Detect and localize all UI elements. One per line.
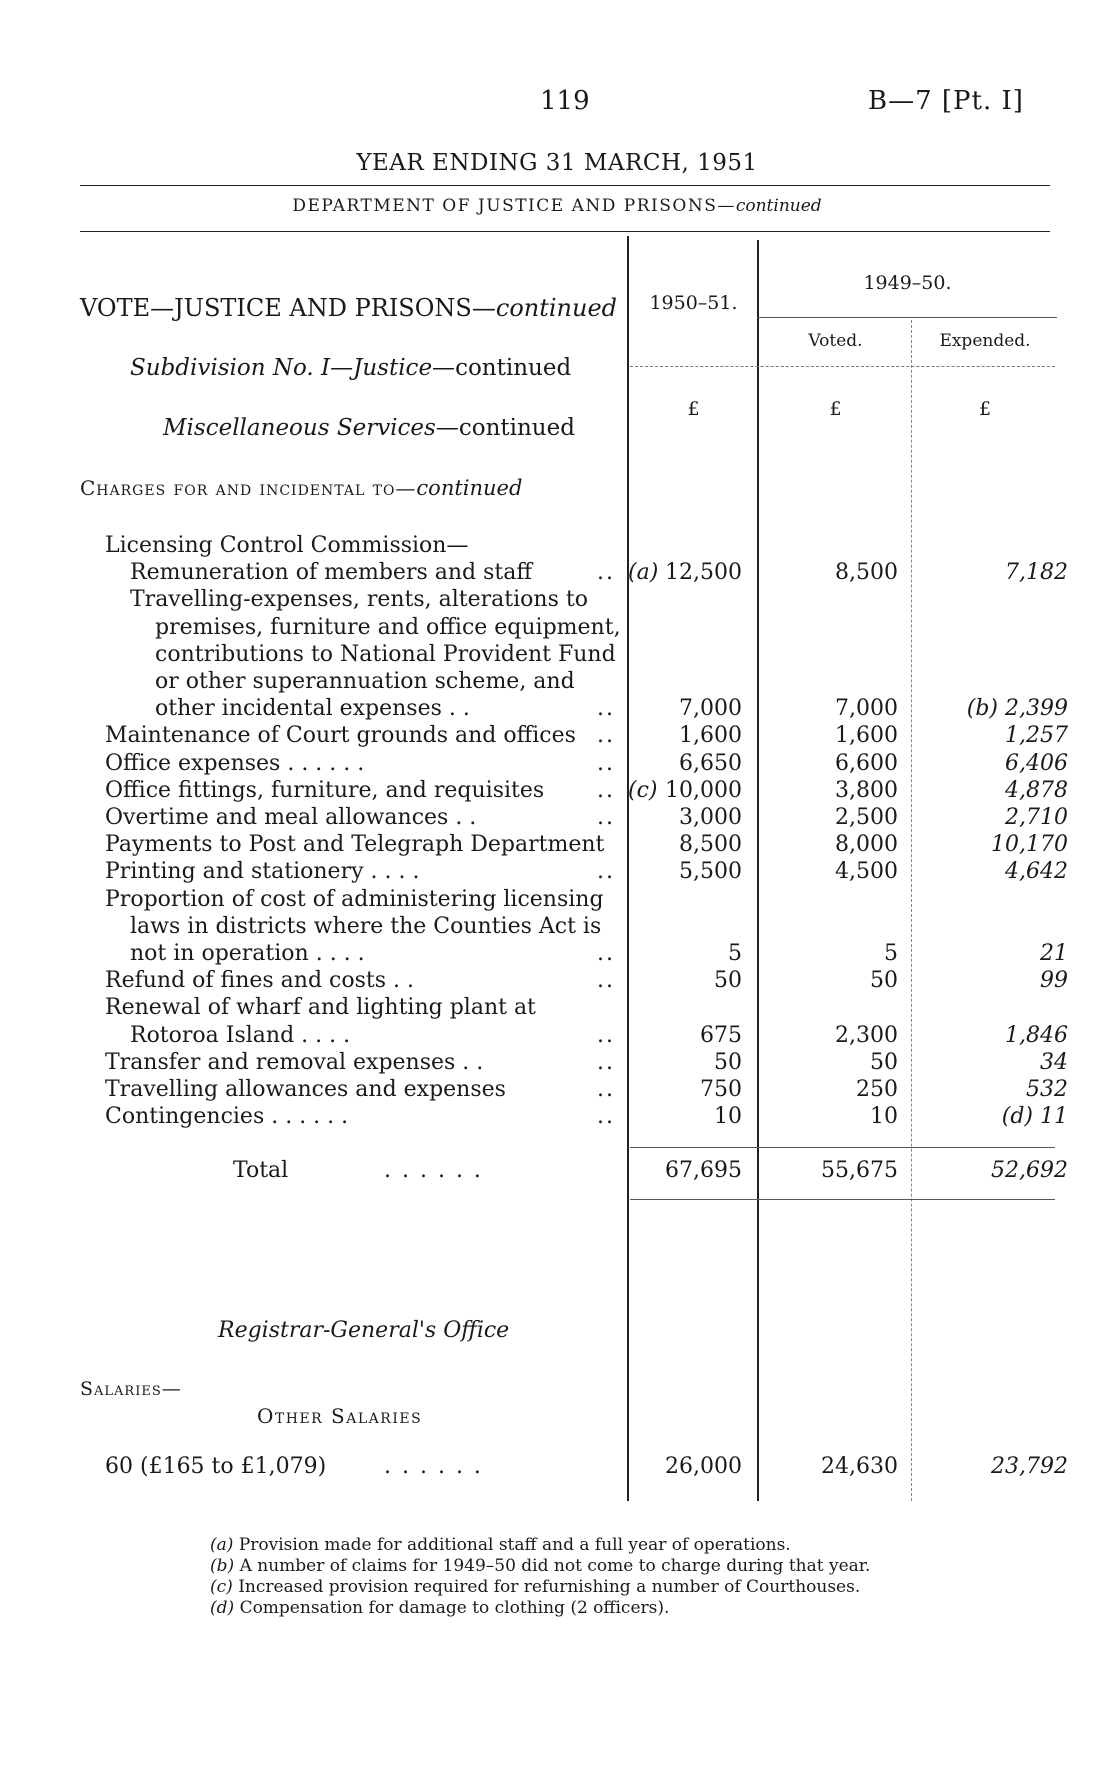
- row-1950-51: 50: [714, 968, 742, 994]
- row-expended: 10,170: [991, 832, 1068, 858]
- row-expended: 532: [1026, 1077, 1068, 1102]
- column-header-rule: [630, 366, 1055, 367]
- total-row: [0, 1157, 1114, 1184]
- row-1950-51: 3,000: [679, 805, 742, 830]
- row-label: other incidental expenses . .: [155, 696, 470, 722]
- row-label: or other superannuation scheme, and: [155, 669, 575, 694]
- row-label: Transfer and removal expenses . .: [105, 1049, 484, 1075]
- total-rule-bottom: [630, 1199, 1055, 1200]
- row-expended: 99: [1040, 968, 1068, 994]
- table-row: [0, 777, 1114, 804]
- table-row: [0, 641, 1114, 668]
- row-expended: 6,406: [1005, 750, 1068, 776]
- row-1950-51: 1,600: [679, 723, 742, 749]
- row-leader-dots: ..: [597, 941, 615, 966]
- vote-title: [80, 294, 617, 322]
- row-1950-51: 7,000: [679, 696, 742, 722]
- footnote-b: [210, 1556, 870, 1577]
- table-row: [0, 668, 1114, 695]
- row-1950-51: 12,500: [665, 560, 742, 586]
- footnote-mark: (b): [210, 1556, 235, 1576]
- page-number: 119: [540, 86, 590, 116]
- table-row: [0, 1103, 1114, 1130]
- row-1950-51: 50: [714, 1049, 742, 1075]
- row-1950-51: 675: [700, 1022, 742, 1048]
- row-leader-dots: ..: [597, 750, 615, 776]
- table-row: [0, 994, 1114, 1021]
- row-label: Refund of fines and costs . .: [105, 968, 414, 994]
- row-leader-dots: ..: [597, 1022, 615, 1048]
- total-dots: . . . . . .: [384, 1158, 483, 1183]
- table-row: [0, 1076, 1114, 1103]
- row-label: Overtime and meal allowances . .: [105, 805, 477, 830]
- row-label: contributions to National Provident Fund: [155, 641, 616, 667]
- row-leader-dots: ..: [597, 696, 615, 722]
- row-expended: 1,257: [1005, 723, 1068, 749]
- vote-title-suffix: continued: [495, 294, 618, 322]
- row-voted: 2,300: [835, 1022, 898, 1048]
- row-note-mark: (a): [628, 560, 659, 586]
- table-row: [0, 913, 1114, 940]
- row-label: Remuneration of members and staff: [130, 560, 532, 586]
- currency-symbol-col1: £: [687, 398, 700, 420]
- department-suffix: continued: [735, 196, 822, 216]
- table-row: [0, 695, 1114, 722]
- row-label: Licensing Control Commission—: [105, 533, 469, 558]
- column-header-voted: Voted.: [808, 331, 863, 351]
- table-row: [0, 614, 1114, 641]
- table-row: [0, 886, 1114, 913]
- table-row: [0, 1022, 1114, 1049]
- year-title: YEAR ENDING 31 MARCH, 1951: [356, 150, 758, 176]
- row-label: Travelling allowances and expenses: [105, 1077, 506, 1102]
- vote-title-text: VOTE—JUSTICE AND PRISONS—: [80, 294, 496, 322]
- row-voted: 3,800: [835, 777, 898, 803]
- row-voted: 7,000: [835, 696, 898, 722]
- row-leader-dots: ..: [597, 1104, 615, 1130]
- table-row: [0, 967, 1114, 994]
- total-label: Total: [233, 1158, 289, 1183]
- table-row: [0, 804, 1114, 831]
- row-1950-51: 5: [728, 941, 742, 966]
- table-row: [0, 1049, 1114, 1076]
- row-label: Travelling-expenses, rents, alterations to: [130, 587, 588, 613]
- row-note-mark: (c): [628, 777, 658, 803]
- total-voted: 55,675: [821, 1158, 898, 1183]
- row-leader-dots: ..: [597, 859, 615, 885]
- row-leader-dots: ..: [597, 968, 615, 994]
- footnote-mark: (c): [210, 1577, 233, 1597]
- row-label: Maintenance of Court grounds and offices: [105, 723, 576, 749]
- footnote-a: [210, 1535, 870, 1556]
- row-expended: (b) 2,399: [966, 696, 1068, 722]
- row-1950-51: 750: [700, 1077, 742, 1102]
- total-expended: 52,692: [991, 1158, 1068, 1183]
- row-expended: 7,182: [1005, 560, 1068, 586]
- footnote-mark: (d): [210, 1598, 235, 1618]
- row-expended: (d) 11: [1001, 1104, 1068, 1130]
- charges-heading: [80, 476, 522, 500]
- charges-text: Charges for and incidental to—: [80, 476, 417, 500]
- row-1950-51: 10: [714, 1104, 742, 1130]
- department-title: DEPARTMENT OF JUSTICE AND PRISONS—continued: [292, 196, 822, 216]
- misc-services-heading: [163, 415, 575, 441]
- row-voted: 250: [856, 1077, 898, 1102]
- row-voted: 2,500: [835, 805, 898, 830]
- row-leader-dots: ..: [597, 560, 615, 586]
- column-header-1949-50: 1949–50.: [863, 272, 952, 294]
- row-expended: 34: [1040, 1049, 1068, 1075]
- group-header-rule: [757, 317, 1057, 318]
- row-voted: 50: [870, 1049, 898, 1075]
- footnote-text: Increased provision required for refurnishing a number of Courthouses.: [238, 1577, 861, 1597]
- row-expended: 4,642: [1005, 859, 1068, 885]
- table-row: [0, 532, 1114, 559]
- row-voted: 8,500: [835, 560, 898, 586]
- column-header-1950-51: 1950–51.: [649, 292, 738, 314]
- registrar-1950-51: 26,000: [665, 1454, 742, 1479]
- row-1950-51: 10,000: [665, 777, 742, 803]
- row-leader-dots: ..: [597, 805, 615, 830]
- registrar-salaries-row: [0, 1453, 1114, 1480]
- subdivision-heading: [130, 355, 571, 381]
- row-leader-dots: ..: [597, 1077, 615, 1102]
- row-voted: 1,600: [835, 723, 898, 749]
- footnotes: [210, 1535, 870, 1619]
- row-leader-dots: ..: [597, 777, 615, 803]
- registrar-heading: Registrar-General's Office: [218, 1318, 510, 1343]
- misc-services-text: Miscellaneous Services—: [163, 415, 459, 441]
- footnote-mark: (a): [210, 1535, 234, 1555]
- row-label: Office expenses . . . . . .: [105, 750, 365, 776]
- column-header-expended: Expended.: [939, 331, 1031, 351]
- document-reference: B—7 [Pt. I]: [868, 86, 1024, 116]
- row-1950-51: 5,500: [679, 859, 742, 885]
- total-1950-51: 67,695: [665, 1158, 742, 1183]
- row-1950-51: 6,650: [679, 750, 742, 776]
- row-label: Contingencies . . . . . .: [105, 1104, 349, 1130]
- footnote-text: Provision made for additional staff and a full year of operations.: [238, 1535, 791, 1555]
- registrar-row-dots: . . . . . .: [384, 1454, 483, 1479]
- registrar-expended: 23,792: [991, 1454, 1068, 1479]
- charges-suffix: continued: [416, 476, 523, 500]
- currency-symbol-col3: £: [978, 398, 992, 420]
- row-label: Office fittings, furniture, and requisites: [105, 777, 545, 803]
- misc-services-suffix: continued: [458, 415, 575, 441]
- row-expended: 1,846: [1005, 1022, 1068, 1048]
- total-rule-top: [630, 1147, 1055, 1148]
- row-label: Printing and stationery . . . .: [105, 859, 420, 885]
- table-row: [0, 858, 1114, 885]
- subdivision-text: Subdivision No. I—Justice—: [130, 355, 456, 381]
- row-label: laws in districts where the Counties Act is: [130, 913, 602, 939]
- row-leader-dots: ..: [597, 1049, 615, 1075]
- row-label: Payments to Post and Telegraph Department: [105, 832, 605, 858]
- table-row: [0, 831, 1114, 858]
- row-voted: 8,000: [835, 832, 898, 858]
- row-expended: 2,710: [1005, 805, 1068, 830]
- footnote-d: [210, 1598, 870, 1619]
- table-row: [0, 559, 1114, 586]
- table-row: [0, 940, 1114, 967]
- row-voted: 4,500: [835, 859, 898, 885]
- currency-symbol-col2: £: [829, 398, 842, 420]
- row-label: Renewal of wharf and lighting plant at: [105, 995, 536, 1021]
- department-name: DEPARTMENT OF JUSTICE AND PRISONS: [292, 196, 718, 216]
- footnote-text: Compensation for damage to clothing (2 officers).: [239, 1598, 670, 1618]
- row-label: Rotoroa Island . . . .: [130, 1022, 351, 1048]
- row-voted: 10: [870, 1104, 898, 1130]
- salaries-heading: Salaries—: [80, 1378, 182, 1400]
- row-expended: 21: [1040, 941, 1068, 966]
- row-voted: 50: [870, 968, 898, 994]
- table-row: [0, 722, 1114, 749]
- table-row: [0, 750, 1114, 777]
- row-expended: 4,878: [1005, 777, 1068, 803]
- table-row: [0, 586, 1114, 613]
- row-voted: 5: [884, 941, 898, 966]
- row-voted: 6,600: [835, 750, 898, 776]
- footnote-c: [210, 1577, 870, 1598]
- footnote-text: A number of claims for 1949–50 did not come to charge during that year.: [239, 1556, 871, 1576]
- row-label: premises, furniture and office equipment,: [155, 614, 621, 640]
- subdivision-suffix: continued: [455, 355, 572, 381]
- registrar-row-label: 60 (£165 to £1,079): [105, 1454, 327, 1479]
- header-rule-bottom: [80, 231, 1050, 232]
- row-label: Proportion of cost of administering licensing: [105, 886, 604, 912]
- header-rule-top: [80, 185, 1050, 186]
- registrar-voted: 24,630: [821, 1454, 898, 1479]
- other-salaries-heading: Other Salaries: [257, 1404, 423, 1428]
- row-leader-dots: ..: [597, 723, 615, 749]
- row-1950-51: 8,500: [679, 832, 742, 858]
- row-label: not in operation . . . .: [130, 941, 365, 966]
